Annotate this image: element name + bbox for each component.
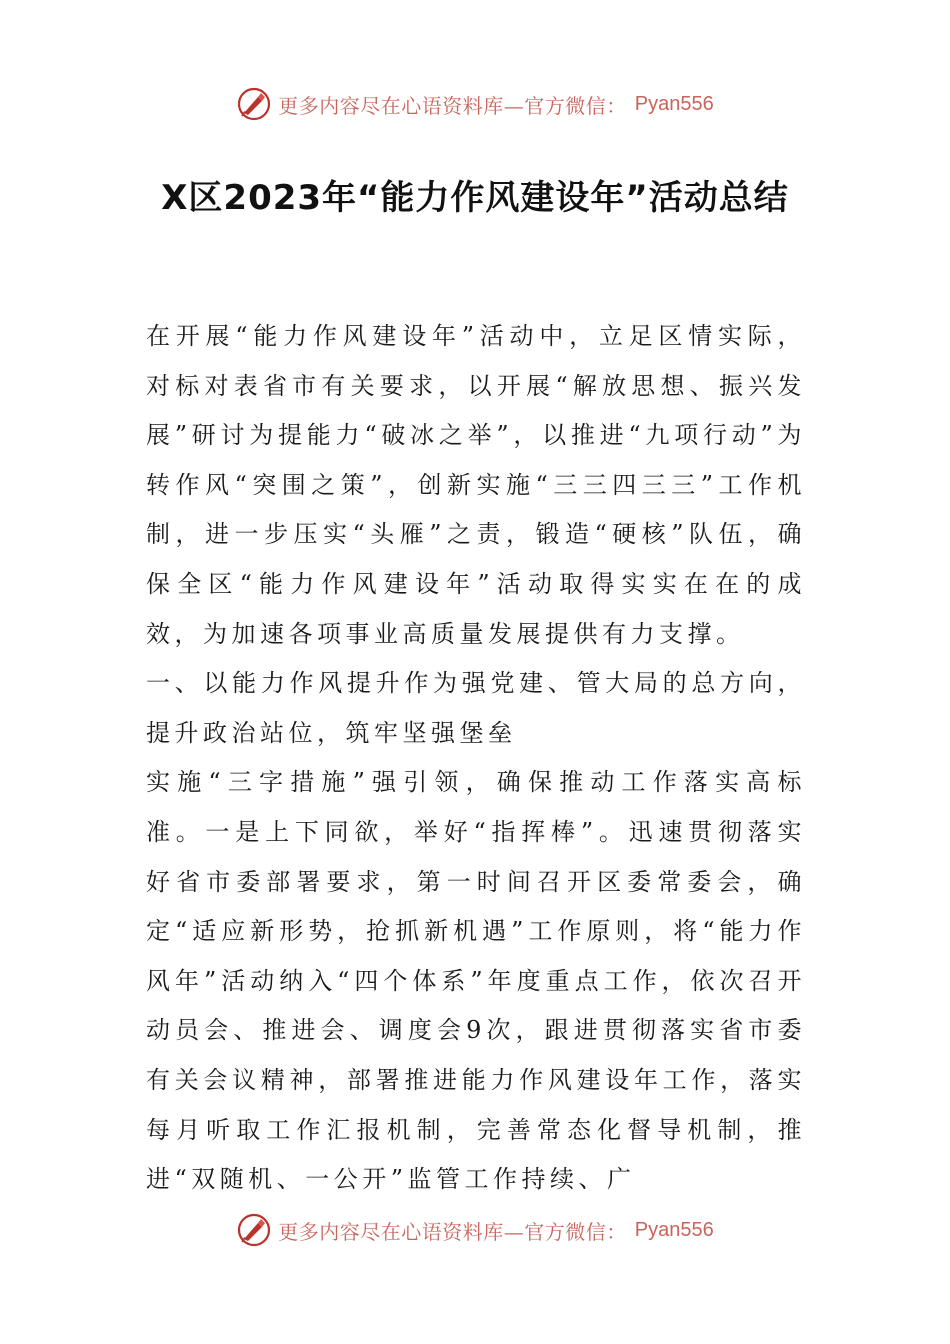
section-heading-1: 一、以能力作风提升作为强党建、管大局的总方向，提升政治站位，筑牢坚强堡垒 (146, 669, 806, 747)
watermark-wechat-id: Pyan556 (634, 92, 714, 115)
pen-nib-logo-icon (236, 1212, 272, 1248)
section-paragraph-1: 实施“三字措施”强引领，确保推动工作落实高标准。一是上下同欲，举好“指挥棒”。迅速贯彻落实好省市委部署要求，第一时间召开区委常委会，确定“适应新形势，抢抓新机遇”工作原则，将“能力作风年”活动纳入“四个体系”年度重点工作，依次召开动员会、推进会、调度会9次，跟进贯彻落实省市委有关会议精神，部署推进能力作风建设年工作，落实每月听取工作汇报机制，完善常态化督导机制，推进“双随机、一公开”监管工作持续、广 (146, 768, 806, 1194)
watermark-wechat-id: Pyan556 (634, 1218, 714, 1241)
intro-paragraph: 在开展“能力作风建设年”活动中，立足区情实际，对标对表省市有关要求，以开展“解放思想、振兴发展”研讨为提能力“破冰之举”，以推进“九项行动”为转作风“突围之策”，创新实施“三三四三三”工作机制，进一步压实“头雁”之责，锻造“硬核”队伍，确保全区“能力作风建设年”活动取得实实在在的成效，为加速各项事业高质量发展提供有力支撑。 (146, 322, 806, 648)
document-title: X区2023年“能力作风建设年”活动总结 (161, 178, 789, 218)
watermark-text: 更多内容尽在心语资料库—官方微信： (278, 1219, 627, 1244)
watermark-banner-top (0, 82, 950, 126)
pen-nib-logo-icon (236, 86, 272, 122)
watermark-banner-bottom (0, 1208, 950, 1252)
document-body (146, 312, 806, 1205)
watermark-text: 更多内容尽在心语资料库—官方微信： (278, 93, 627, 118)
